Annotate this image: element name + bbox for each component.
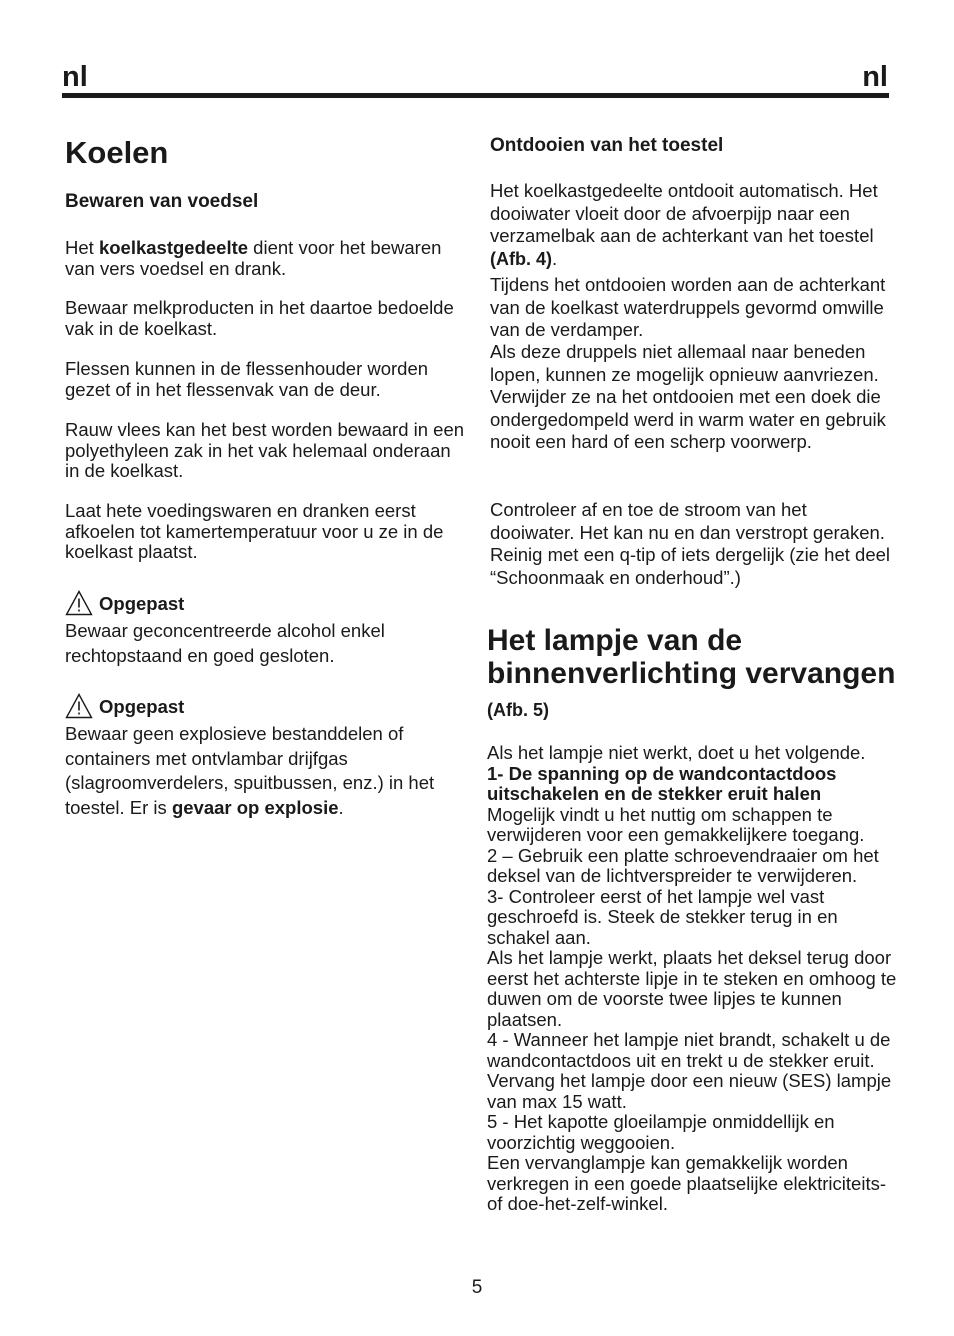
paragraph-koelkastgedeelte: [65, 238, 470, 279]
lamp-intro: Als het lampje niet werkt, doet u het volgende.: [487, 742, 866, 763]
lamp-step-2: 2 – Gebruik een platte schroevendraaier om het deksel van de lichtverspreider te verwijderen.: [487, 844, 879, 886]
page-number: 5: [471, 1277, 483, 1298]
warning-triangle-icon: [65, 590, 93, 616]
section-title-koelen: Koelen: [65, 135, 169, 170]
lamp-instructions: [487, 743, 897, 1215]
paragraph-melkproducten: Bewaar melkproducten in het daartoe bedoelde vak in de koelkast.: [65, 297, 454, 339]
section-title-lampje: [487, 624, 897, 727]
warning-1-heading: [65, 590, 470, 616]
warning-2-text-end: .: [338, 796, 344, 818]
figure-ref-afb-5: (Afb. 5): [487, 700, 549, 720]
paragraph-flessen: Flessen kunnen in de flessenhouder worden gezet of in het flessenvak van de deur.: [65, 358, 429, 400]
language-tag-right: nl: [862, 61, 888, 93]
subtitle-bewaren: Bewaren van voedsel: [65, 191, 259, 212]
subtitle-ontdooien: Ontdooien van het toestel: [490, 135, 724, 156]
paragraph-dooiwater: Controleer af en toe de stroom van het dooiwater. Het kan nu en dan verstropt geraken. Reinig met een q-tip of iets dergelijk (zie het deel “Schoonmaak en onderhoud”.): [490, 499, 891, 588]
warning-1-text: Bewaar geconcentreerde alcohol enkel rechtopstaand en goed gesloten.: [65, 620, 385, 666]
lamp-step-3b: Als het lampje werkt, plaats het deksel terug door eerst het achterste lipje in te steken en omhoog te duwen om de voorste twee lipjes te kunnen plaatsen.: [487, 947, 897, 1030]
lamp-step-5: 5 - Het kapotte gloeilampje onmiddellijk en voorzichtig weggooien.: [487, 1111, 835, 1153]
lamp-step-4: 4 - Wanneer het lampje niet brandt, schakelt u de wandcontactdoos uit en trekt u de stekker eruit. Vervang het lampje door een nieuw (SES) lampje van max 15 watt.: [487, 1029, 892, 1112]
figure-ref-afb-4: (Afb. 4): [490, 248, 552, 269]
lamp-title-text: Het lampje van de binnenverlichting vervangen: [487, 624, 896, 690]
paragraph-hete-voeding: Laat hete voedingswaren en dranken eerst afkoelen tot kamertemperatuur voor u ze in de koelkast plaatst.: [65, 500, 444, 562]
paragraph-waterdruppels: Tijdens het ontdooien worden aan de achterkant van de koelkast waterdruppels gevormd omwille van de verdamper.: [490, 274, 886, 340]
paragraph-aanvriezen: Als deze druppels niet allemaal naar beneden lopen, kunnen ze mogelijk opnieuw aanvriezen. Verwijder ze na het ontdooien met een doek die ondergedompeld werd in warm water en gebruik nooit een hard of een scherp voorwerp.: [490, 341, 886, 452]
lamp-step-1-heading: 1- De spanning op de wandcontactdoos uitschakelen en de stekker eruit halen: [487, 762, 837, 804]
language-tag-left: nl: [62, 61, 88, 93]
lamp-closing: Een vervanglampje kan gemakkelijk worden verkregen in een goede plaatselijke elektriciteits- of doe-het-zelf-winkel.: [487, 1152, 886, 1214]
warning-2-label: Opgepast: [99, 696, 185, 717]
warning-2-text-start: Bewaar geen explosieve bestanddelen of containers met ontvlambar drijfgas (slagroomverdelers, spuitbussen, enz.) in het toestel. Er is: [65, 723, 435, 818]
defrost-p1-end: .: [552, 247, 558, 269]
header-rule: [62, 93, 889, 98]
warning-triangle-icon: [65, 693, 93, 719]
paragraph-rauw-vlees: Rauw vlees kan het best worden bewaard in een polyethyleen zak in het vak helemaal onderaan in de koelkast.: [65, 419, 465, 481]
defrost-p1-start: Het koelkastgedeelte ontdooit automatisch. Het dooiwater vloeit door de afvoerpijp naar een verzamelbak aan de achterkant van het toestel: [490, 180, 878, 246]
p1-bold: koelkastgedeelte: [98, 237, 249, 258]
paragraph-ontdooien-automatisch: [490, 180, 895, 270]
warning-1-label: Opgepast: [99, 593, 185, 614]
warning-2-bold: gevaar op explosie: [171, 796, 339, 818]
warning-2-text: [65, 722, 470, 820]
lamp-step-1-text: Mogelijk vindt u het nuttig om schappen te verwijderen voor een gemakkelijkere toegang.: [487, 803, 865, 845]
lamp-step-3: 3- Controleer eerst of het lampje wel vast geschroefd is. Steek de stekker terug in en schakel aan.: [487, 885, 838, 948]
warning-2-heading: [65, 693, 470, 719]
p1-text-end: dient voor het bewaren van vers voedsel en drank.: [65, 237, 442, 279]
p1-text-start: Het: [65, 237, 99, 258]
